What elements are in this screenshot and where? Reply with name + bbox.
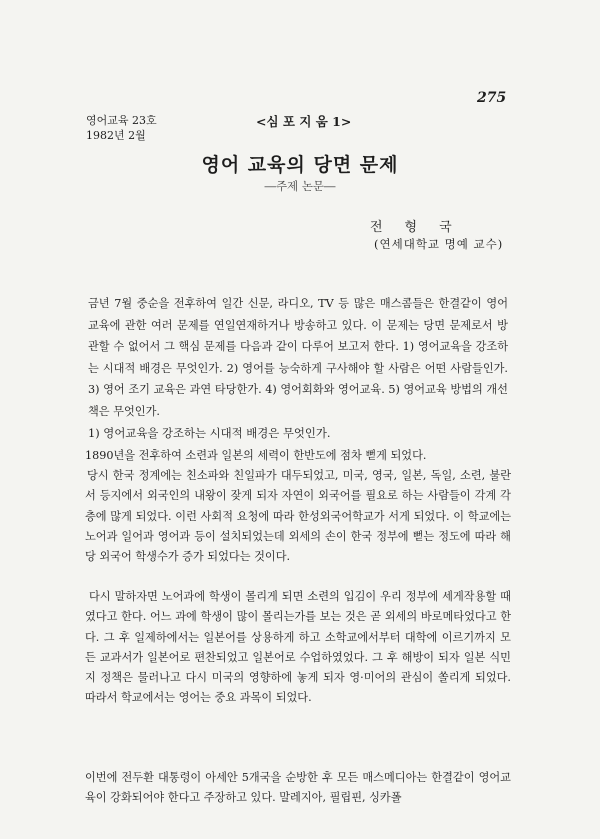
section-heading: 1) 영어교육을 강조하는 시대적 배경은 무엇인가. [88,426,331,440]
article-title: 영어 교육의 당면 문제 [201,154,399,176]
author-affiliation: (연세대학교 명예 교수) [374,237,504,251]
body-paragraph: 다시 말하자면 노어과에 학생이 몰리게 되면 소련의 입김이 우리 정부에 세게작용할 때였다고 한다. 어느 과에 학생이 많이 몰리는가를 보는 것은 곧 외세의 바로메타었다고 한다. 그 후 일제하에서는 일본어를 상용하게 하고 소학교에서부터 대학에 이르기까지 모든 교과서가 일본어로 편찬되었고 일본어로 수업하였었다. 그 후 해방이 되자 일본 식민지 정책은 물러나고 다시 미국의 영향하에 놓게 되자 영·미어의 관심이 쏠리게 되었다. 따라서 학교에서는 영어는 중요 과목이 되었다. [85,590,511,705]
journal-issue: 영어교육 23호 [86,114,157,127]
page-number: 275 [477,90,507,106]
journal-info [86,113,157,143]
article-subtitle: ―주제 논문― [264,179,336,193]
journal-date: 1982년 2월 [86,129,146,142]
abstract-paragraph: 금년 7월 중순을 전후하여 일간 신문, 라디오, TV 등 많은 매스콤들은 한결같이 영어 교육에 관한 여러 문제를 연일연재하거나 방송하고 있다. 이 문제는 당면 문제로서 방관할 수 없어서 그 핵심 문제를 다음과 같이 다루어 보고저 한다. 1) 영어교육을 강조하는 시대적 배경은 무엇인가. 2) 영어를 능숙하게 구사해야 할 사람은 어떤 사람들인가. 3) 영어 조기 교육은 과연 타당한가. 4) 영어회화와 영어교육. 5) 영어교육 방법의 개선책은 무엇인가. [88,297,508,418]
symposium-label: <심 포 지 움 1> [256,114,352,129]
body-paragraph: 1890년을 전후하여 소련과 일본의 세력이 한반도에 점차 뻗게 되었다. [85,449,427,462]
body-paragraph: 당시 한국 정계에는 친소파와 친일파가 대두되었고, 미국, 영국, 일본, 독일, 소련, 불란서 등지에서 외국인의 내왕이 잦게 되자 자연이 외국어를 필요로 하는 사람들이 각계 각층에 많게 되었다. 이런 사회적 요청에 따라 한성외국어학교가 서게 되었다. 이 학교에는 노어과 일어과 영어과 등이 설치되었는데 외세의 손이 한국 정부에 뻗는 정도에 따라 해당 외국어 학생수가 증가 되었다는 것이다. [85,469,511,564]
author-name: 전형국 [370,220,474,235]
body-paragraph: 이번에 전두환 대통령이 아세안 5개국을 순방한 후 모든 매스메디아는 한결같이 영어교육이 강화되어야 한다고 주장하고 있다. 말레지아, 필립핀, 싱카폴 [85,771,511,805]
